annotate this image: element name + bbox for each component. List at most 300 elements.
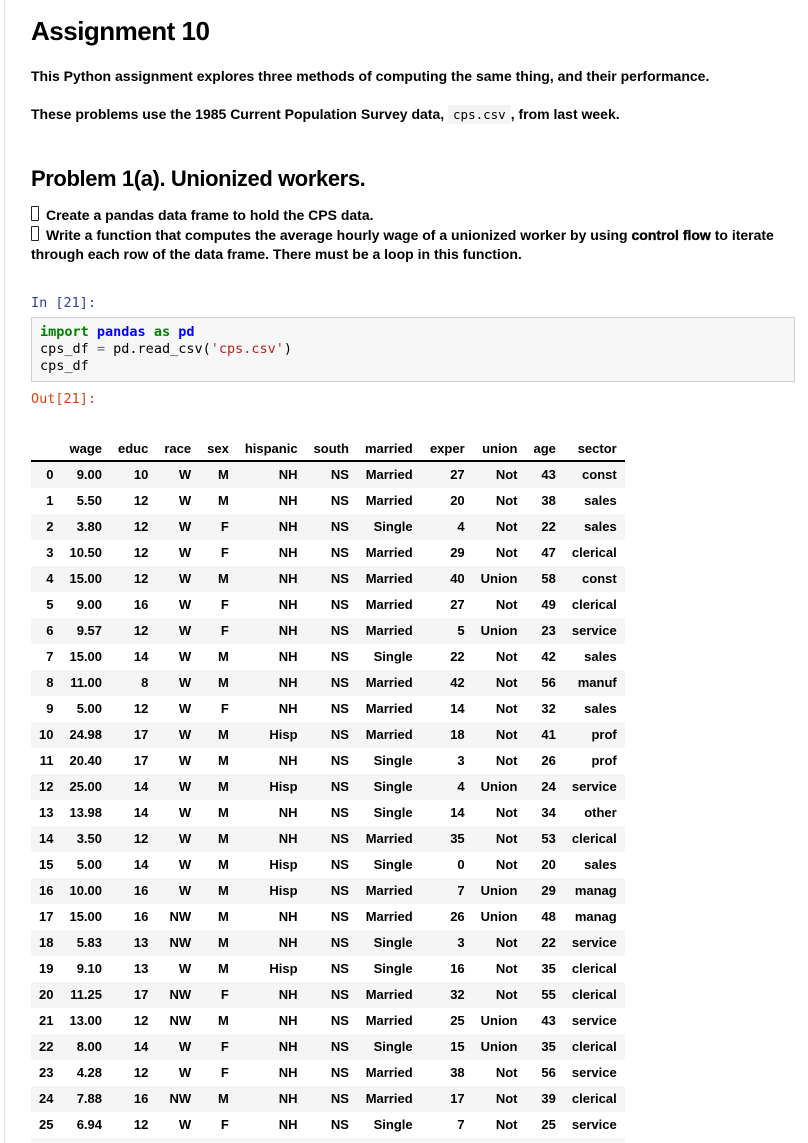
table-row [31,722,625,748]
dataframe-output [31,439,795,1143]
table-cell: W [178,675,192,691]
row-index: 9 [46,701,54,717]
table-cell: sales [584,649,617,665]
table-cell: manuf [577,675,617,691]
table-cell: clerical [571,961,617,977]
row-index: 14 [39,831,54,847]
table-cell: service [571,1065,617,1081]
column-header: married [357,439,421,461]
table-cell: 10 [133,467,149,483]
table-cell: 32 [450,987,465,1003]
inline-code-cps-csv: cps.csv [448,105,511,124]
table-cell: Single [373,753,413,769]
table-cell: 16 [133,597,149,613]
column-header: educ [110,439,156,461]
table-cell: 9.10 [76,961,103,977]
intro-paragraph-2 [31,105,795,125]
table-cell: Married [365,831,413,847]
table-cell: Not [495,831,518,847]
dataframe-body [31,461,625,1138]
table-cell: 17 [133,753,149,769]
table-cell: Hisp [269,779,298,795]
table-cell: 13 [133,935,149,951]
table-cell: Union [480,883,518,899]
table-cell: manag [574,883,617,899]
task-2-bold-text: control flow [631,226,711,243]
table-cell: Single [373,519,413,535]
table-row [31,852,625,878]
table-cell: Single [373,1117,413,1133]
table-row [31,774,625,800]
table-cell: Married [365,1065,413,1081]
table-cell: NW [169,1091,192,1107]
table-cell: NS [330,805,349,821]
column-header: exper [421,439,473,461]
table-cell: W [178,571,192,587]
code-token [146,324,154,340]
table-cell: 20 [450,493,465,509]
table-cell: Union [480,623,518,639]
table-cell: NS [330,701,349,717]
table-cell: Married [365,571,413,587]
table-cell: 13 [133,961,149,977]
table-cell: 12 [133,623,149,639]
table-cell: NW [169,987,192,1003]
index-column-header [31,439,61,461]
table-row [31,514,625,540]
table-cell: NS [330,831,349,847]
table-cell: NW [169,1013,192,1029]
missing-glyph-icon [31,226,39,241]
column-header: age [525,439,563,461]
table-row [31,826,625,852]
table-row [31,878,625,904]
table-row [31,488,625,514]
table-cell: F [220,597,229,613]
row-index: 1 [46,493,54,509]
table-cell: W [178,623,192,639]
table-cell: 16 [133,1091,149,1107]
table-cell: F [220,545,229,561]
table-cell: 3 [457,935,465,951]
table-cell: 5.00 [76,701,103,717]
table-row [31,800,625,826]
table-cell: 20 [541,857,556,873]
row-index: 4 [46,571,54,587]
table-cell: W [178,961,192,977]
table-cell: W [178,1039,192,1055]
row-index: 20 [39,987,54,1003]
table-cell: Married [365,909,413,925]
table-cell: 38 [541,493,556,509]
table-row [31,1086,625,1112]
table-cell: W [178,545,192,561]
table-cell: 10.00 [69,883,103,899]
table-row-partial [31,1138,625,1143]
table-cell: NH [278,675,298,691]
table-cell: 12 [133,571,149,587]
table-cell: NH [278,545,298,561]
row-index: 10 [39,727,54,743]
table-cell: Married [365,597,413,613]
task-item-1 [31,207,374,223]
table-cell: service [571,1013,617,1029]
table-cell: clerical [571,545,617,561]
table-cell: service [571,779,617,795]
table-cell: 13.00 [69,1013,103,1029]
table-cell: sales [584,519,617,535]
table-cell: NS [330,961,349,977]
table-cell: 43 [541,467,556,483]
table-cell: 22 [450,649,465,665]
row-index: 23 [39,1065,54,1081]
table-cell: 16 [133,883,149,899]
table-cell: Married [365,701,413,717]
table-cell: Not [495,727,518,743]
table-cell: 27 [450,467,465,483]
code-token: as [153,323,171,340]
table-cell: M [217,831,229,847]
table-cell: Single [373,857,413,873]
table-cell: NH [278,467,298,483]
missing-glyph-icon [31,206,39,221]
table-cell: W [178,831,192,847]
table-cell: prof [591,727,617,743]
table-cell: Single [373,779,413,795]
table-cell: 26 [541,753,556,769]
table-cell: Not [495,545,518,561]
table-cell: Married [365,493,413,509]
table-cell: W [178,753,192,769]
column-header: sex [199,439,237,461]
table-cell: Not [495,467,518,483]
table-cell: M [217,571,229,587]
row-index: 2 [46,519,54,535]
column-header: sector [564,439,625,461]
table-row [31,1034,625,1060]
table-cell: Married [365,675,413,691]
table-cell: NH [278,1065,298,1081]
table-cell: W [178,1117,192,1133]
table-cell: 4.28 [76,1065,103,1081]
code-token: cps_df [40,357,89,374]
table-cell: 40 [450,571,465,587]
table-cell: Hisp [269,961,298,977]
table-cell: NS [330,571,349,587]
table-cell: Not [495,753,518,769]
table-cell: 56 [541,1065,556,1081]
table-cell: M [217,1091,229,1107]
intro2-text-post: , from last week. [510,105,620,122]
table-cell: W [178,493,192,509]
table-row [31,461,625,488]
table-cell: M [217,727,229,743]
table-cell: Not [495,1065,518,1081]
table-cell: NS [330,987,349,1003]
row-index: 11 [39,753,54,769]
table-cell: NH [278,649,298,665]
table-cell: 38 [450,1065,465,1081]
table-cell: 58 [541,571,556,587]
table-cell: Married [365,1091,413,1107]
table-cell: NH [278,753,298,769]
table-cell: Single [373,935,413,951]
table-cell: 7 [457,1117,465,1133]
table-cell: 9.57 [76,623,103,639]
table-row [31,592,625,618]
table-cell: 34 [541,805,556,821]
table-cell: M [217,1013,229,1029]
table-cell: 26 [450,909,465,925]
table-cell: NS [330,1065,349,1081]
code-cell[interactable] [31,317,795,382]
code-editor[interactable] [40,324,786,375]
table-cell: 12 [133,519,149,535]
table-cell: 55 [541,987,556,1003]
table-cell: NH [278,597,298,613]
table-row [31,644,625,670]
column-header: wage [61,439,110,461]
table-cell: Hisp [269,857,298,873]
dataframe-header-row [31,439,625,461]
table-cell: Not [495,597,518,613]
table-cell: 12 [133,493,149,509]
table-cell: 14 [133,649,149,665]
table-cell: service [571,1117,617,1133]
table-cell: W [178,857,192,873]
table-cell: 9.00 [76,597,103,613]
table-cell: NS [330,857,349,873]
table-cell: 14 [133,805,149,821]
table-cell: NH [278,1039,298,1055]
table-cell: W [178,701,192,717]
table-cell: 9.00 [76,467,103,483]
table-cell: 14 [450,805,465,821]
table-cell: other [584,805,617,821]
page-title: Assignment 10 [31,16,210,46]
table-cell: Married [365,987,413,1003]
table-cell: NS [330,753,349,769]
table-cell: 3.80 [76,519,103,535]
row-index: 7 [46,649,54,665]
table-cell: NH [278,519,298,535]
table-cell: NH [278,909,298,925]
table-cell: 22 [541,519,556,535]
table-cell: 49 [541,597,556,613]
table-cell: 18 [450,727,465,743]
table-cell: Not [495,857,518,873]
row-index: 13 [39,805,54,821]
table-cell: NH [278,987,298,1003]
table-cell: Not [495,961,518,977]
table-cell: Not [495,1117,518,1133]
table-cell: M [217,857,229,873]
output-prompt: Out[21]: [31,390,97,407]
table-cell: NW [169,935,192,951]
table-cell: F [220,1117,229,1133]
table-cell: 3 [457,753,465,769]
table-cell: 27 [450,597,465,613]
table-cell: F [220,519,229,535]
table-cell: F [220,1039,229,1055]
table-cell: 10.50 [69,545,103,561]
table-cell: W [178,883,192,899]
table-cell: sales [584,857,617,873]
column-header: hispanic [237,439,306,461]
table-cell: 43 [541,1013,556,1029]
table-cell: 12 [133,701,149,717]
table-cell: NH [278,571,298,587]
table-cell: 12 [133,1065,149,1081]
table-cell: Not [495,987,518,1003]
table-row [31,956,625,982]
code-token: ) [283,340,293,357]
table-cell: NH [278,623,298,639]
code-token: cps_df [40,340,97,357]
dataframe-table [31,439,625,1143]
table-cell: NS [330,493,349,509]
dataframe-header [31,439,625,461]
table-cell: NW [169,909,192,925]
table-cell: 15.00 [69,649,103,665]
notebook-page [4,0,807,1143]
table-cell: W [178,1065,192,1081]
table-cell: NH [278,493,298,509]
table-cell: 5.00 [76,857,103,873]
table-cell: NS [330,1013,349,1029]
table-cell: M [217,805,229,821]
table-cell: 41 [541,727,556,743]
table-cell: NS [330,727,349,743]
table-cell: 42 [450,675,465,691]
table-cell: const [582,467,617,483]
table-cell: Union [480,779,518,795]
table-cell: 4 [457,519,465,535]
table-cell: Single [373,805,413,821]
input-prompt: In [21]: [31,294,97,311]
table-cell: Union [480,1013,518,1029]
table-cell: manag [574,909,617,925]
table-cell: 7 [457,883,465,899]
table-cell: F [220,701,229,717]
row-index: 24 [39,1091,54,1107]
table-cell: 12 [133,545,149,561]
table-cell: Married [365,1013,413,1029]
table-row [31,566,625,592]
table-cell: M [217,779,229,795]
table-cell: Married [365,545,413,561]
table-cell: 4 [457,779,465,795]
table-cell: 15.00 [69,571,103,587]
row-index: 6 [46,623,54,639]
table-cell: M [217,467,229,483]
table-cell: NH [278,1117,298,1133]
table-cell: 5.50 [76,493,103,509]
table-cell: M [217,961,229,977]
table-cell: 17 [133,987,149,1003]
table-cell: 25 [541,1117,556,1133]
table-cell: M [217,935,229,951]
table-cell: 12 [133,1013,149,1029]
task-1-text: Create a pandas data frame to hold the CPS data. [46,207,374,224]
task-list [31,206,795,265]
table-cell: 20.40 [69,753,103,769]
table-cell: 24.98 [69,727,103,743]
table-cell: 11.00 [70,675,103,691]
row-index: 3 [46,545,54,561]
code-token: 'cps.csv' [210,340,284,357]
table-cell: 14 [133,1039,149,1055]
table-cell: Not [495,675,518,691]
table-cell: M [217,493,229,509]
row-index: 16 [39,883,54,899]
table-cell: Hisp [269,883,298,899]
table-cell: NS [330,675,349,691]
table-cell: Married [365,623,413,639]
table-cell: NS [330,597,349,613]
row-index: 25 [39,1117,54,1133]
table-cell: W [178,467,192,483]
row-index: 18 [39,935,54,951]
table-cell: Not [495,1091,518,1107]
row-index: 19 [39,961,54,977]
table-cell: NS [330,467,349,483]
row-index: 15 [39,857,54,873]
table-cell: NS [330,519,349,535]
table-cell: service [571,935,617,951]
intro-paragraph-1: This Python assignment explores three methods of computing the same thing, and their performance. [31,68,710,84]
table-cell: Hisp [269,727,298,743]
table-cell: Single [373,649,413,665]
intro2-text-pre: These problems use the 1985 Current Population Survey data, [31,105,449,122]
table-cell: Not [495,701,518,717]
table-cell: F [220,1065,229,1081]
table-cell: 5 [457,623,465,639]
table-cell: 35 [541,961,556,977]
table-cell: 16 [133,909,149,925]
table-cell: 8 [141,675,149,691]
table-cell: NS [330,545,349,561]
table-cell: 6.94 [76,1117,103,1133]
table-cell: Married [365,467,413,483]
task-2-text-post: to iterate through each row of the data frame. There must be a loop in this function. [31,226,774,263]
table-cell: Single [373,1039,413,1055]
table-cell: NS [330,1039,349,1055]
code-token [89,324,97,340]
table-cell: NS [330,883,349,899]
table-cell: NS [330,1117,349,1133]
column-header: south [306,439,357,461]
table-cell: 42 [541,649,556,665]
table-cell: 29 [450,545,465,561]
table-cell: NS [330,623,349,639]
table-cell: clerical [571,1039,617,1055]
table-cell: clerical [571,831,617,847]
table-cell: const [582,571,617,587]
table-cell: NH [278,1013,298,1029]
table-cell: NH [278,1091,298,1107]
dataframe-footer [31,1138,625,1143]
table-cell: 56 [541,675,556,691]
table-cell: 25.00 [69,779,103,795]
table-row [31,670,625,696]
table-cell: Married [365,883,413,899]
table-cell: 35 [450,831,465,847]
code-token: pd.read_csv( [105,340,211,357]
table-cell: F [220,987,229,1003]
table-cell: 25 [450,1013,465,1029]
table-cell: clerical [571,987,617,1003]
